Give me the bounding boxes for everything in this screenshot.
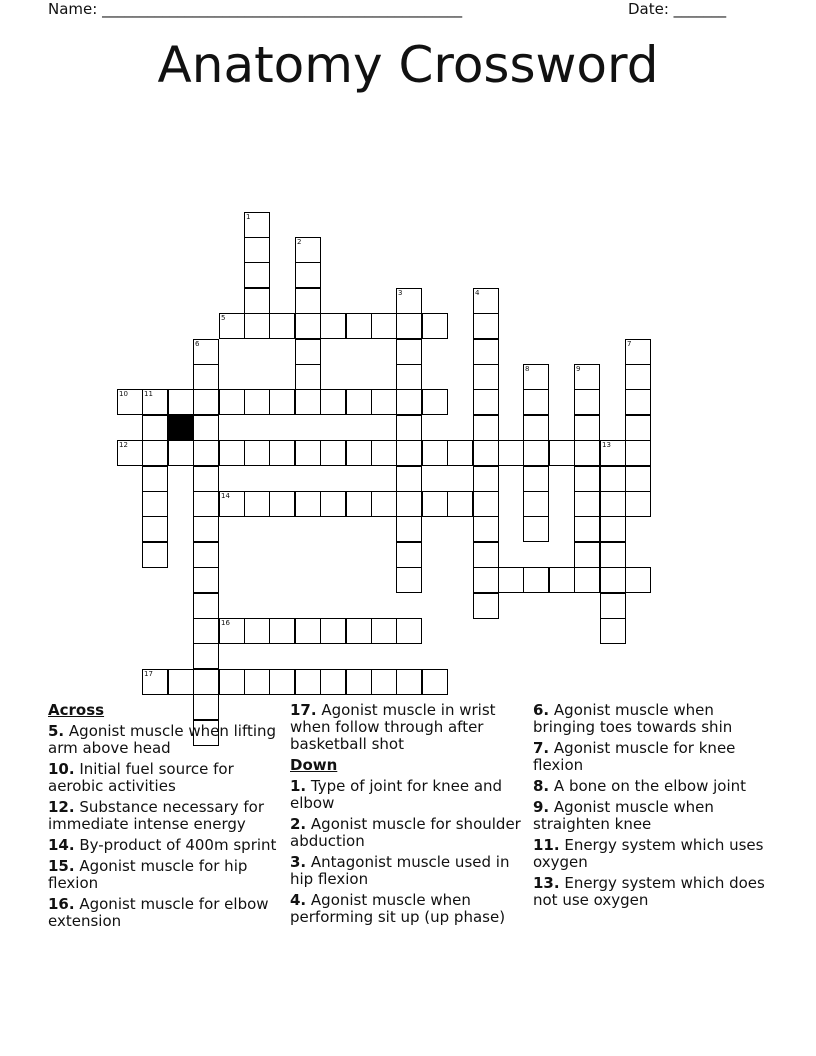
grid-cell[interactable] (295, 288, 321, 314)
numbered-cell[interactable] (244, 212, 270, 238)
grid-cell[interactable] (193, 389, 219, 415)
grid-cell[interactable] (422, 313, 448, 339)
grid-cell[interactable] (498, 567, 524, 593)
clue-across-5 (48, 723, 280, 757)
grid-cell[interactable] (396, 440, 422, 466)
clue-column-3 (533, 702, 765, 913)
grid-cell[interactable] (295, 364, 321, 390)
grid-cell[interactable] (473, 313, 499, 339)
grid-cell[interactable] (219, 440, 245, 466)
grid-cell[interactable] (600, 491, 626, 517)
numbered-cell[interactable] (219, 618, 245, 644)
grid-cell[interactable] (219, 669, 245, 695)
grid-cell[interactable] (574, 466, 600, 492)
cell-number: 17 (144, 670, 153, 678)
grid-cell[interactable] (396, 618, 422, 644)
grid-cell[interactable] (422, 440, 448, 466)
grid-cell[interactable] (269, 669, 295, 695)
grid-cell[interactable] (244, 669, 270, 695)
numbered-cell[interactable] (117, 440, 143, 466)
grid-cell[interactable] (244, 440, 270, 466)
grid-cell[interactable] (473, 491, 499, 517)
grid-cell[interactable] (473, 415, 499, 441)
grid-cell[interactable] (193, 440, 219, 466)
cell-number: 14 (221, 492, 230, 500)
grid-cell[interactable] (320, 313, 346, 339)
clue-down-7 (533, 740, 765, 774)
grid-cell[interactable] (396, 669, 422, 695)
page-title: Anatomy Crossword (157, 36, 659, 94)
grid-cell[interactable] (422, 389, 448, 415)
grid-cell[interactable] (371, 313, 397, 339)
grid-cell[interactable] (447, 440, 473, 466)
clue-text: Initial fuel source for aerobic activities (48, 760, 234, 795)
grid-cell[interactable] (193, 643, 219, 669)
grid-cell[interactable] (295, 669, 321, 695)
grid-cell[interactable] (269, 313, 295, 339)
cell-number: 6 (195, 340, 200, 348)
grid-cell[interactable] (523, 491, 549, 517)
grid-cell[interactable] (320, 618, 346, 644)
numbered-cell[interactable] (625, 339, 651, 365)
numbered-cell[interactable] (142, 669, 168, 695)
clue-down-9 (533, 799, 765, 833)
numbered-cell[interactable] (523, 364, 549, 390)
clue-number: 3. (290, 853, 307, 871)
grid-cell[interactable] (142, 542, 168, 568)
grid-cell[interactable] (142, 440, 168, 466)
grid-cell[interactable] (295, 618, 321, 644)
cell-number: 7 (627, 340, 632, 348)
grid-cell[interactable] (625, 364, 651, 390)
grid-cell[interactable] (168, 669, 194, 695)
grid-cell[interactable] (193, 542, 219, 568)
numbered-cell[interactable] (117, 389, 143, 415)
grid-cell[interactable] (371, 618, 397, 644)
numbered-cell[interactable] (600, 440, 626, 466)
grid-cell[interactable] (193, 491, 219, 517)
grid-cell[interactable] (523, 440, 549, 466)
grid-cell[interactable] (346, 618, 372, 644)
grid-cell[interactable] (269, 618, 295, 644)
grid-cell[interactable] (473, 389, 499, 415)
grid-cell[interactable] (523, 516, 549, 542)
grid-cell[interactable] (574, 516, 600, 542)
clue-number: 8. (533, 777, 550, 795)
clue-text: Agonist muscle when bringing toes towards shin (533, 701, 733, 736)
grid-cell[interactable] (422, 669, 448, 695)
grid-cell[interactable] (600, 466, 626, 492)
clue-number: 9. (533, 798, 550, 816)
grid-cell[interactable] (244, 313, 270, 339)
clue-text: By-product of 400m sprint (74, 836, 277, 854)
clue-down-11 (533, 837, 765, 871)
grid-cell[interactable] (142, 491, 168, 517)
grid-cell[interactable] (244, 389, 270, 415)
clue-number: 15. (48, 857, 75, 875)
grid-cell[interactable] (346, 389, 372, 415)
grid-cell[interactable] (168, 389, 194, 415)
clue-down-13 (533, 875, 765, 909)
grid-cell[interactable] (600, 516, 626, 542)
grid-cell[interactable] (473, 516, 499, 542)
cell-number: 11 (144, 390, 153, 398)
grid-cell[interactable] (295, 339, 321, 365)
numbered-cell[interactable] (473, 288, 499, 314)
grid-cell[interactable] (142, 516, 168, 542)
cell-number: 1 (246, 213, 251, 221)
cell-number: 4 (475, 289, 480, 297)
grid-cell[interactable] (523, 389, 549, 415)
grid-cell[interactable] (473, 542, 499, 568)
grid-cell[interactable] (549, 567, 575, 593)
grid-cell[interactable] (600, 618, 626, 644)
numbered-cell[interactable] (219, 313, 245, 339)
grid-cell[interactable] (320, 491, 346, 517)
grid-cell[interactable] (498, 440, 524, 466)
grid-cell[interactable] (244, 618, 270, 644)
grid-cell[interactable] (193, 618, 219, 644)
grid-cell[interactable] (574, 415, 600, 441)
cell-number: 8 (525, 365, 530, 373)
grid-cell[interactable] (193, 415, 219, 441)
clue-across-14 (48, 837, 280, 854)
grid-cell[interactable] (269, 440, 295, 466)
grid-cell[interactable] (193, 567, 219, 593)
black-square (168, 415, 194, 441)
grid-cell[interactable] (371, 669, 397, 695)
clue-number: 17. (290, 701, 317, 719)
grid-cell[interactable] (371, 389, 397, 415)
clue-text: Energy system which does not use oxygen (533, 874, 765, 909)
clue-text: Agonist muscle when performing sit up (up phase) (290, 891, 506, 926)
grid-cell[interactable] (625, 466, 651, 492)
clue-text: Antagonist muscle used in hip flexion (290, 853, 510, 888)
grid-cell[interactable] (396, 364, 422, 390)
grid-cell[interactable] (346, 669, 372, 695)
grid-cell[interactable] (396, 567, 422, 593)
clue-across-12 (48, 799, 280, 833)
numbered-cell[interactable] (219, 491, 245, 517)
grid-cell[interactable] (625, 440, 651, 466)
grid-cell[interactable] (473, 567, 499, 593)
clue-number: 13. (533, 874, 560, 892)
grid-cell[interactable] (193, 364, 219, 390)
grid-cell[interactable] (396, 516, 422, 542)
clue-down-2 (290, 816, 522, 850)
clue-number: 5. (48, 722, 65, 740)
grid-cell[interactable] (244, 262, 270, 288)
grid-cell[interactable] (625, 389, 651, 415)
grid-cell[interactable] (193, 466, 219, 492)
clue-text: Agonist muscle when lifting arm above head (48, 722, 277, 757)
clue-text: Agonist muscle for hip flexion (48, 857, 248, 892)
grid-cell[interactable] (600, 542, 626, 568)
grid-cell[interactable] (396, 339, 422, 365)
grid-cell[interactable] (320, 389, 346, 415)
grid-cell[interactable] (422, 491, 448, 517)
numbered-cell[interactable] (396, 288, 422, 314)
grid-cell[interactable] (600, 567, 626, 593)
grid-cell[interactable] (473, 440, 499, 466)
grid-cell[interactable] (295, 262, 321, 288)
grid-cell[interactable] (295, 389, 321, 415)
across-heading: Across (48, 701, 105, 719)
clue-number: 2. (290, 815, 307, 833)
cell-number: 12 (119, 441, 128, 449)
cell-number: 2 (297, 238, 302, 246)
clue-across-17 (290, 702, 522, 753)
grid-cell[interactable] (523, 466, 549, 492)
grid-cell[interactable] (396, 415, 422, 441)
grid-cell[interactable] (371, 440, 397, 466)
cell-number: 13 (602, 441, 611, 449)
clue-text: Agonist muscle for shoulder abduction (290, 815, 521, 850)
grid-cell[interactable] (269, 389, 295, 415)
clue-number: 1. (290, 777, 307, 795)
clue-number: 4. (290, 891, 307, 909)
cell-number: 3 (398, 289, 403, 297)
clue-text: Agonist muscle when straighten knee (533, 798, 714, 833)
clue-down-3 (290, 854, 522, 888)
clue-text: Agonist muscle in wrist when follow through after basketball shot (290, 701, 496, 753)
numbered-cell[interactable] (142, 389, 168, 415)
grid-cell[interactable] (574, 440, 600, 466)
grid-cell[interactable] (396, 542, 422, 568)
clue-text: Agonist muscle for knee flexion (533, 739, 736, 774)
clue-across-10 (48, 761, 280, 795)
numbered-cell[interactable] (295, 237, 321, 263)
clue-text: Type of joint for knee and elbow (290, 777, 503, 812)
grid-cell[interactable] (168, 440, 194, 466)
grid-cell[interactable] (244, 237, 270, 263)
grid-cell[interactable] (193, 593, 219, 619)
grid-cell[interactable] (600, 593, 626, 619)
clue-text: A bone on the elbow joint (549, 777, 747, 795)
clue-text: Agonist muscle for elbow extension (48, 895, 269, 930)
grid-cell[interactable] (396, 466, 422, 492)
grid-cell[interactable] (320, 669, 346, 695)
clue-number: 14. (48, 836, 75, 854)
down-heading: Down (290, 756, 338, 774)
grid-cell[interactable] (244, 491, 270, 517)
clue-column-2 (290, 702, 522, 930)
grid-cell[interactable] (447, 491, 473, 517)
clue-text: Energy system which uses oxygen (533, 836, 764, 871)
clue-number: 16. (48, 895, 75, 913)
numbered-cell[interactable] (574, 364, 600, 390)
grid-cell[interactable] (574, 389, 600, 415)
grid-cell[interactable] (574, 542, 600, 568)
grid-cell[interactable] (523, 567, 549, 593)
grid-cell[interactable] (219, 389, 245, 415)
grid-cell[interactable] (320, 440, 346, 466)
clue-text: Substance necessary for immediate intense energy (48, 798, 265, 833)
grid-cell[interactable] (346, 491, 372, 517)
clue-down-4 (290, 892, 522, 926)
grid-cell[interactable] (574, 491, 600, 517)
grid-cell[interactable] (396, 491, 422, 517)
grid-cell[interactable] (346, 440, 372, 466)
cell-number: 5 (221, 314, 226, 322)
grid-cell[interactable] (473, 466, 499, 492)
grid-cell[interactable] (193, 669, 219, 695)
grid-cell[interactable] (625, 491, 651, 517)
grid-cell[interactable] (244, 288, 270, 314)
clue-number: 10. (48, 760, 75, 778)
grid-cell[interactable] (295, 440, 321, 466)
grid-cell[interactable] (193, 516, 219, 542)
grid-cell[interactable] (346, 313, 372, 339)
grid-cell[interactable] (549, 440, 575, 466)
grid-cell[interactable] (295, 491, 321, 517)
grid-cell[interactable] (371, 491, 397, 517)
cell-number: 9 (576, 365, 581, 373)
grid-cell[interactable] (142, 466, 168, 492)
clue-down-8 (533, 778, 765, 795)
cell-number: 16 (221, 619, 230, 627)
grid-cell[interactable] (473, 364, 499, 390)
grid-cell[interactable] (396, 389, 422, 415)
clue-number: 7. (533, 739, 550, 757)
numbered-cell[interactable] (193, 339, 219, 365)
grid-cell[interactable] (523, 415, 549, 441)
grid-cell[interactable] (625, 567, 651, 593)
grid-cell[interactable] (625, 415, 651, 441)
name-field-label[interactable]: Name: ________________________________________________ (48, 0, 463, 18)
clue-number: 6. (533, 701, 550, 719)
clue-down-6 (533, 702, 765, 736)
clue-number: 12. (48, 798, 75, 816)
date-field-label[interactable]: Date: _______ (628, 0, 727, 18)
clue-list (48, 702, 768, 1002)
grid-cell[interactable] (295, 313, 321, 339)
cell-number: 10 (119, 390, 128, 398)
clue-column-1 (48, 702, 280, 934)
clue-number: 11. (533, 836, 560, 854)
clue-across-16 (48, 896, 280, 930)
grid-cell[interactable] (473, 339, 499, 365)
grid-cell[interactable] (574, 567, 600, 593)
grid-cell[interactable] (473, 593, 499, 619)
grid-cell[interactable] (269, 491, 295, 517)
clue-across-15 (48, 858, 280, 892)
grid-cell[interactable] (142, 415, 168, 441)
clue-down-1 (290, 778, 522, 812)
grid-cell[interactable] (396, 313, 422, 339)
